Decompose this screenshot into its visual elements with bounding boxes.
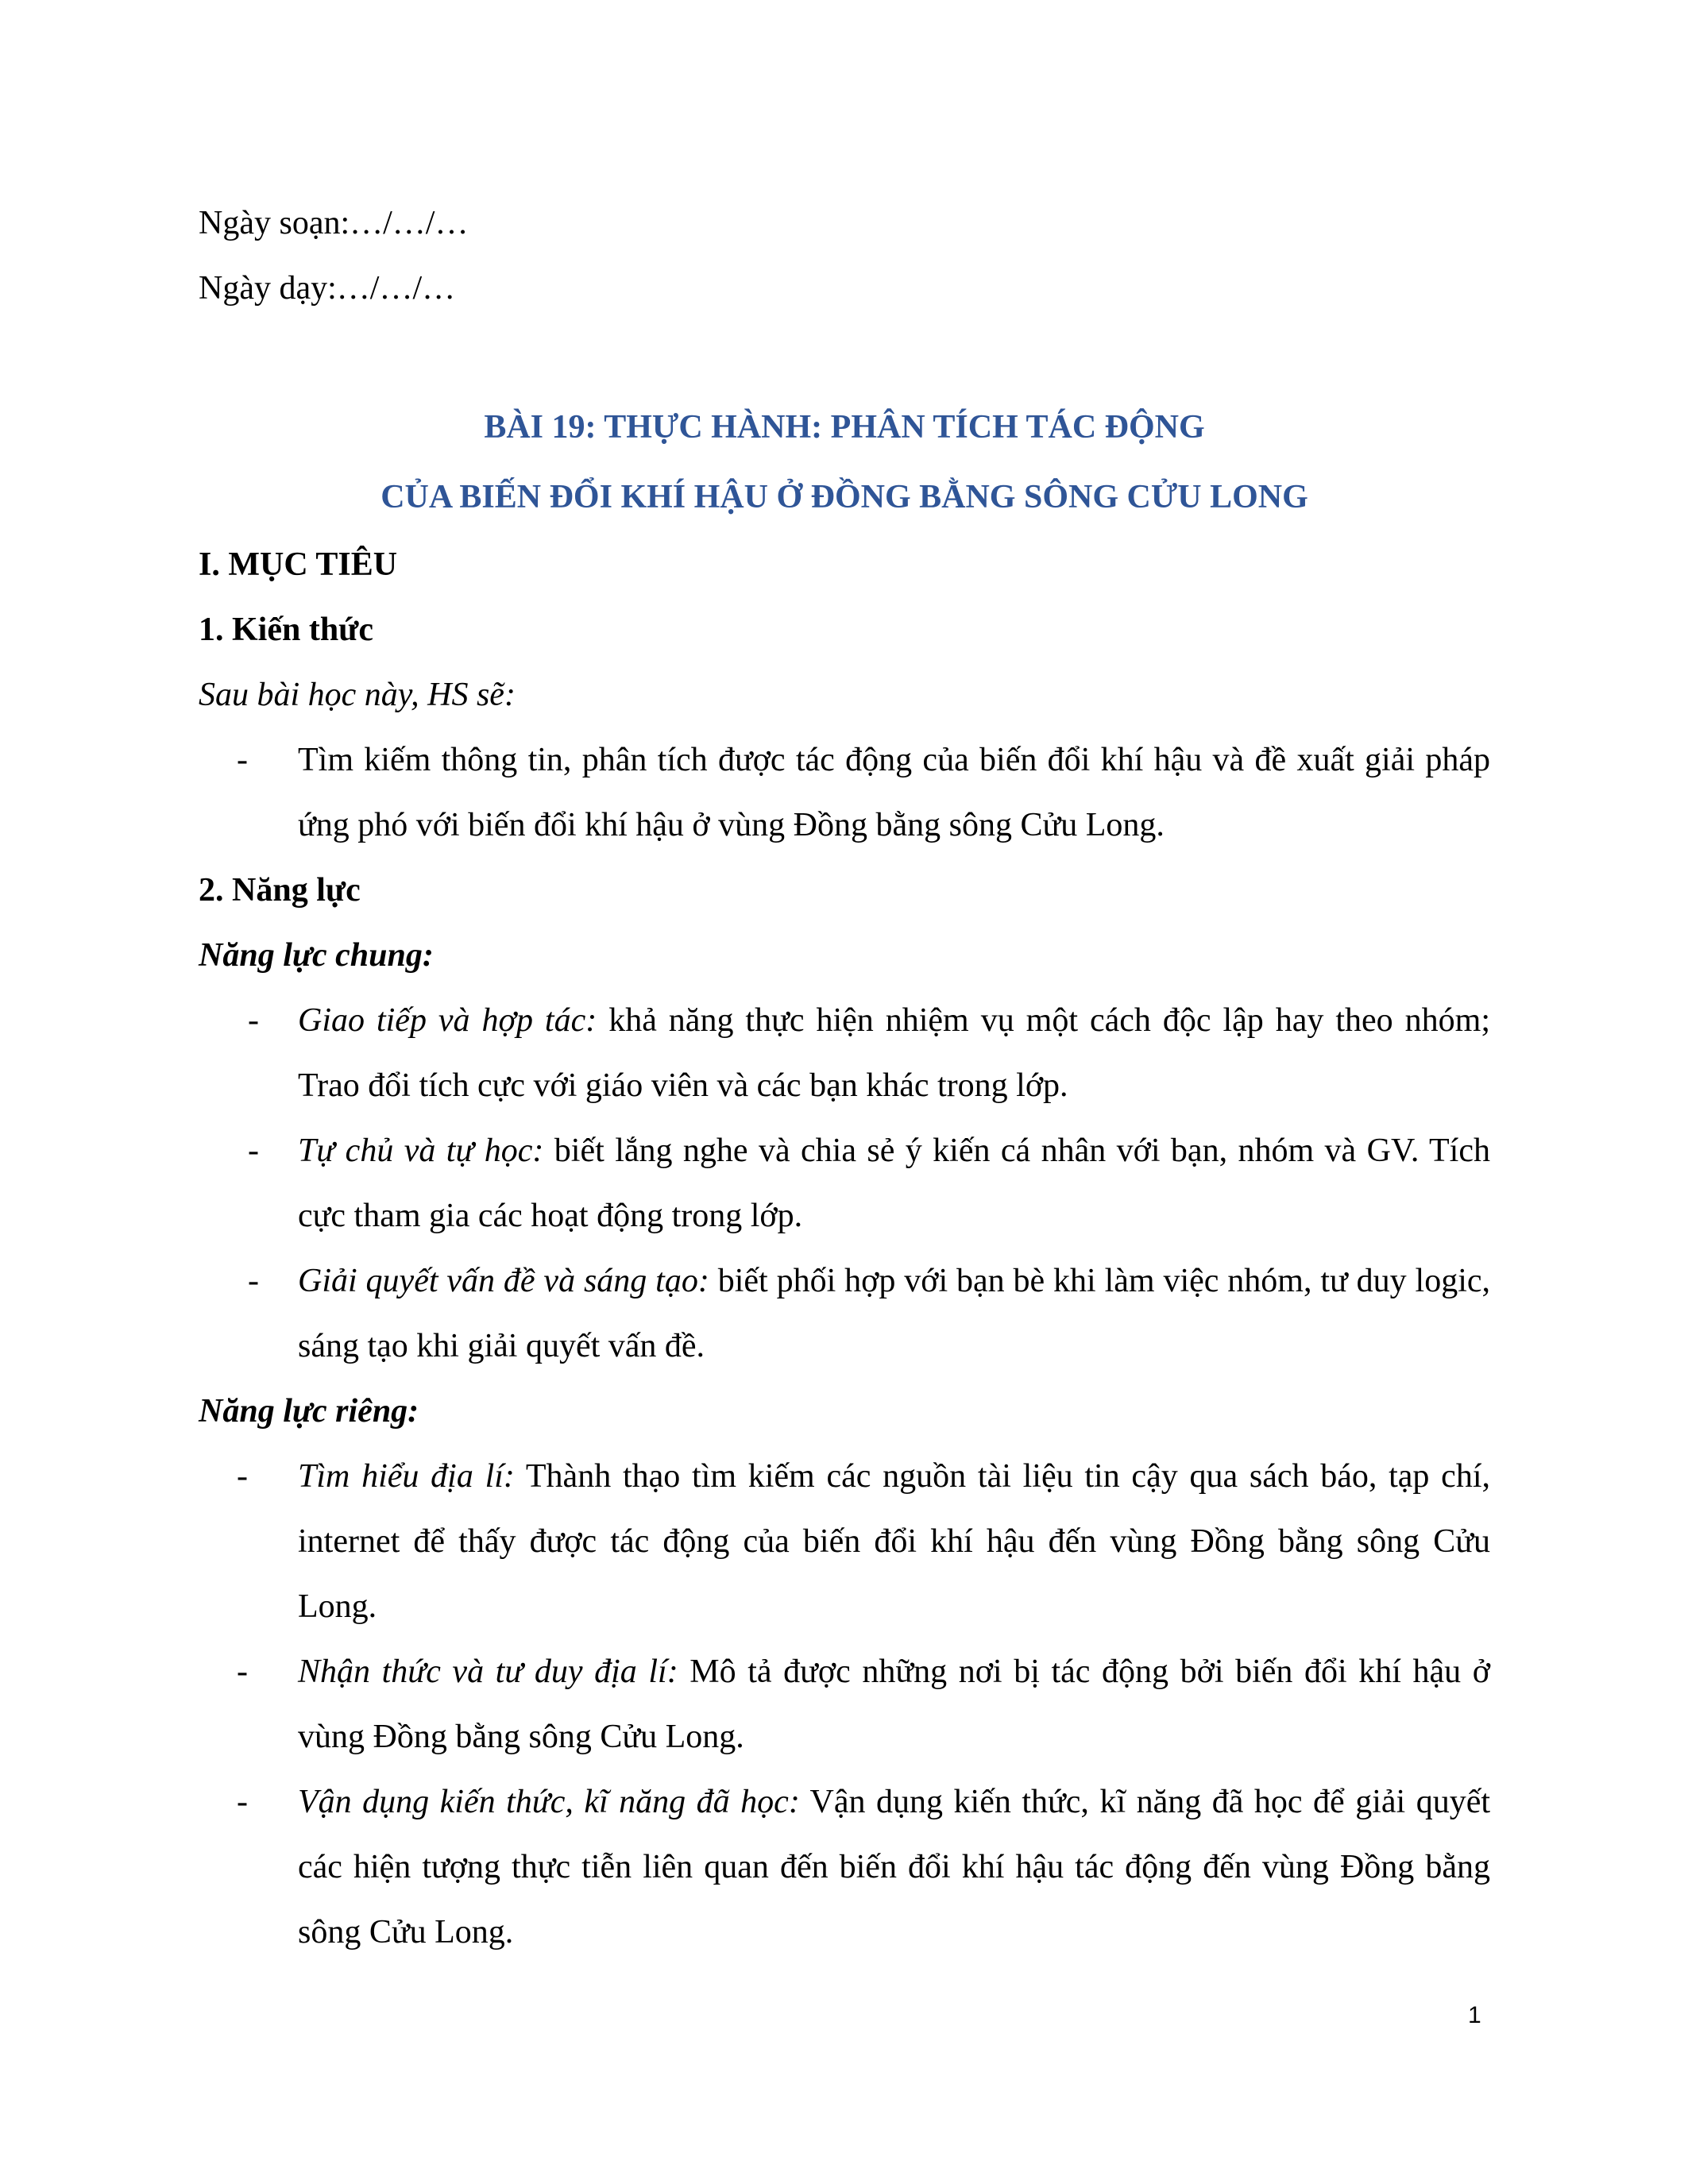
subheading-competence: 2. Năng lực <box>199 872 361 909</box>
item-label: Vận dụng kiến thức, kĩ năng đã học: <box>298 1784 800 1820</box>
specific-competence-item <box>199 1444 1490 1639</box>
item-label: Giao tiếp và hợp tác: <box>298 1002 597 1039</box>
bullet-dash: - <box>237 1653 248 1690</box>
page-number: 1 <box>1468 2002 1481 2028</box>
item-label: Nhận thức và tư duy địa lí: <box>298 1653 678 1690</box>
item-text: Thành thạo tìm kiếm các nguồn tài liệu tin cậy qua sách báo, tạp chí, internet để thấy được tác động của biến đổi khí hậu đến vùng Đồng bằng sông Cửu Long. <box>298 1458 1490 1625</box>
general-competence-item <box>199 1248 1490 1379</box>
lesson-title-line2: CỦA BIẾN ĐỔI KHÍ HẬU Ở ĐỒNG BẰNG SÔNG CỬU LONG <box>380 479 1308 515</box>
bullet-dash: - <box>237 1784 248 1820</box>
item-label: Giải quyết vấn đề và sáng tạo: <box>298 1263 709 1299</box>
bullet-dash: - <box>248 1263 259 1299</box>
subheading-knowledge: 1. Kiến thức <box>199 612 374 648</box>
general-competence-heading: Năng lực chung: <box>199 937 434 974</box>
prep-date: Ngày soạn:…/…/… <box>199 205 469 241</box>
general-competence-item <box>199 1118 1490 1248</box>
item-label: Tìm hiểu địa lí: <box>298 1458 515 1495</box>
teach-date: Ngày dạy:…/…/… <box>199 270 456 307</box>
bullet-dash: - <box>237 1458 248 1495</box>
item-text: biết lắng nghe và chia sẻ ý kiến cá nhân với bạn, nhóm và GV. Tích cực tham gia các hoạt động trong lớp. <box>298 1133 1490 1234</box>
section-heading-objectives: I. MỤC TIÊU <box>199 546 398 583</box>
bullet-dash: - <box>237 742 248 778</box>
item-text: biết phối hợp với bạn bè khi làm việc nhóm, tư duy logic, sáng tạo khi giải quyết vấn đề. <box>298 1263 1491 1364</box>
bullet-dash: - <box>248 1002 259 1039</box>
item-text: Vận dụng kiến thức, kĩ năng đã học để giải quyết các hiện tượng thực tiễn liên quan đến biến đổi khí hậu tác động đến vùng Đồng bằng sông Cửu Long. <box>298 1784 1491 1951</box>
knowledge-intro: Sau bài học này, HS sẽ: <box>199 677 516 713</box>
item-text: Mô tả được những nơi bị tác động bởi biến đổi khí hậu ở vùng Đồng bằng sông Cửu Long. <box>298 1653 1490 1755</box>
bullet-dash: - <box>248 1133 259 1169</box>
general-competence-item <box>199 988 1490 1118</box>
specific-competence-item <box>199 1639 1490 1769</box>
document-page <box>199 191 1490 1965</box>
specific-competence-item <box>199 1769 1490 1965</box>
knowledge-item-text: Tìm kiếm thông tin, phân tích được tác động của biến đổi khí hậu và đề xuất giải pháp ứng phó với biến đổi khí hậu ở vùng Đồng bằng sông Cửu Long. <box>298 742 1490 843</box>
lesson-title-line1: BÀI 19: THỰC HÀNH: PHÂN TÍCH TÁC ĐỘNG <box>484 409 1205 446</box>
item-text: khả năng thực hiện nhiệm vụ một cách độc lập hay theo nhóm; Trao đổi tích cực với giáo viên và các bạn khác trong lớp. <box>298 1002 1490 1104</box>
knowledge-item <box>199 727 1490 858</box>
specific-competence-heading: Năng lực riêng: <box>199 1393 419 1430</box>
item-label: Tự chủ và tự học: <box>298 1133 544 1169</box>
